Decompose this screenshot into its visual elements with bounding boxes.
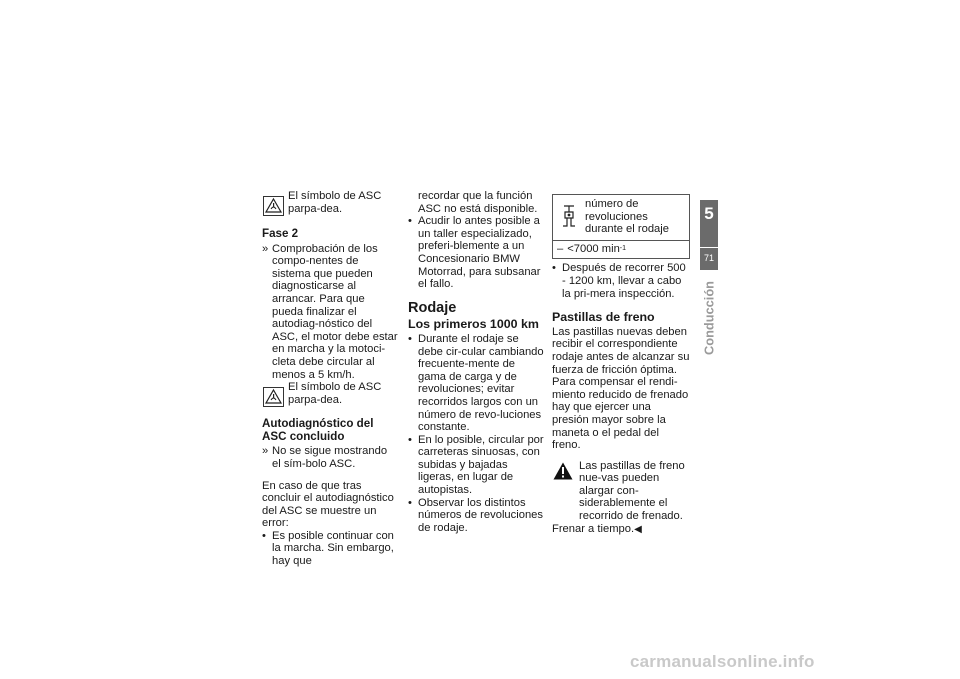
rev-info-value: <7000 min (567, 242, 620, 255)
primeros-heading: Los primeros 1000 km (408, 317, 539, 332)
asc-warning-icon (263, 387, 284, 407)
rev-info-value-row: – <7000 min -1 (553, 240, 689, 259)
bullet: • (408, 433, 412, 446)
asc-symbol-text-1: El símbolo de ASC parpa-dea. (288, 190, 382, 215)
column-2 (408, 190, 544, 534)
fase2-item (262, 243, 398, 382)
taller-bullet-text: Acudir lo antes posible a un taller especializado, preferi-blemente a un Concesionario BMW Motorrad, para subsanar el fallo. (418, 215, 541, 291)
concluido-item-text: No se sigue mostrando el sím-bolo ASC. (272, 445, 388, 470)
error-intro: En caso de que tras concluir el autodiagnóstico del ASC se muestre un error: (262, 479, 394, 530)
column-3 (552, 190, 690, 536)
asc-warning-icon (263, 196, 284, 216)
end-mark-icon: ◀ (634, 523, 642, 535)
watermark: carmanualsonline.info (630, 652, 815, 671)
error-bullet (262, 530, 398, 568)
asc-symbol-note-1 (262, 190, 398, 216)
rodaje-bullet-2 (408, 434, 544, 497)
error-bullet-text: Es posible continuar con la marcha. Sin embargo, hay que (272, 529, 394, 568)
chapter-side-label (700, 278, 718, 358)
chapter-number: 5 (704, 204, 714, 223)
pastillas-text: Las pastillas nuevas deben recibir el correspondiente rodaje antes de alcanzar su fuerza de fricción óptima. Para compensar el rendi-miento reducido de frenado hay que ejercer una presión mayor sobre la maneta o el pedal del freno. (552, 325, 690, 452)
bullet: • (408, 332, 412, 345)
rodaje-bullet-text-3: Observar los distintos números de revoluciones de rodaje. (418, 496, 543, 534)
bullet: • (408, 496, 412, 509)
continued-text: recordar que la función ASC no está disponible. (418, 190, 538, 215)
pastillas-warning (552, 460, 690, 523)
rev-info-box (552, 194, 690, 259)
rodaje-bullet-text-1: Durante el rodaje se debe cir-cular cambiando frecuente-mente de gama de carga y de revoluciones; evitar recorridos largos con un número de revo-luciones constante. (418, 332, 544, 434)
rodaje-bullet-1 (408, 333, 544, 434)
taller-bullet (408, 215, 544, 291)
rodaje-heading: Rodaje (408, 299, 457, 316)
rev-counter-icon (561, 204, 577, 230)
frenar-text (552, 523, 690, 537)
asc-symbol-note-2 (262, 381, 398, 407)
bullet: • (552, 262, 556, 275)
warning-text: Las pastillas de freno nue-vas pueden alargar con-siderablemente el recorrido de frenado. (579, 459, 685, 523)
recorrer-bullet (552, 262, 690, 300)
rev-info-label: número de revoluciones durante el rodaje (585, 198, 669, 236)
warning-triangle-icon (553, 462, 573, 480)
rev-info-header (553, 195, 689, 240)
asc-symbol-text-2: El símbolo de ASC parpa-dea. (288, 381, 382, 406)
chapter-side-label-text: Conducción (701, 281, 717, 355)
column-1 (262, 190, 398, 568)
fase2-heading: Fase 2 (262, 227, 299, 240)
rodaje-bullet-3 (408, 497, 544, 535)
pastillas-heading: Pastillas de freno (552, 310, 655, 325)
value-dash: – (557, 242, 564, 255)
concluido-heading: Autodiagnóstico del ASC concluido (262, 417, 374, 443)
page-number: 71 (703, 253, 714, 263)
concluido-item (262, 445, 398, 470)
result-marker: » (262, 242, 269, 255)
bullet: • (262, 529, 266, 542)
frenar-text-label: Frenar a tiempo. (552, 522, 635, 535)
fase2-item-text: Comprobación de los compo-nentes de sistema que pueden diagnosticarse al arrancar. Para que pueda finalizar el autodiag-nóstico del ASC, el motor debe estar en marcha y la motoci-cleta debe circular al menos a 5 km/h. (272, 242, 398, 381)
bullet: • (408, 215, 412, 228)
rodaje-bullet-text-2: En lo posible, circular por carreteras sinuosas, con subidas y bajadas ligeras, en lugar de autopistas. (418, 433, 544, 497)
recorrer-bullet-text: Después de recorrer 500 - 1200 km, llevar a cabo la pri-mera inspección. (562, 262, 686, 300)
chapter-divider (700, 247, 718, 248)
result-marker: » (262, 445, 269, 458)
